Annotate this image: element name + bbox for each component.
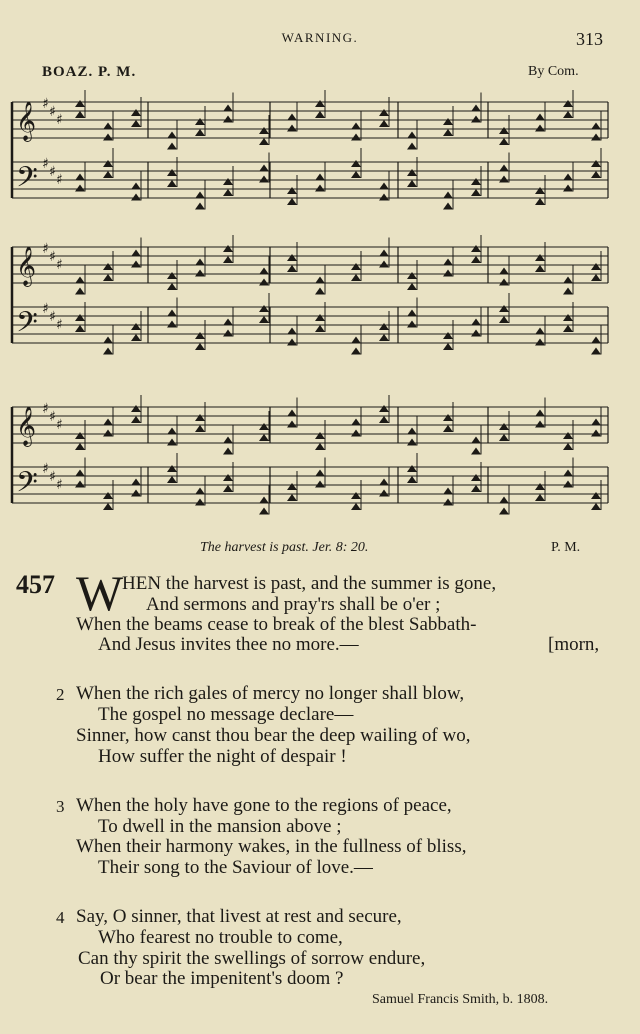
note bbox=[167, 283, 177, 290]
note bbox=[259, 165, 269, 172]
note bbox=[223, 245, 233, 252]
note bbox=[379, 490, 389, 497]
sharp-icon: ♯ bbox=[56, 417, 63, 433]
verse-line: Sinner, how canst thou bear the deep wailing of wo, bbox=[76, 725, 471, 746]
sharp-icon: ♯ bbox=[49, 164, 56, 180]
note bbox=[499, 127, 509, 134]
hymn-number: 457 bbox=[16, 570, 55, 599]
note bbox=[195, 259, 205, 266]
note bbox=[407, 132, 417, 139]
verse-line: Say, O sinner, that livest at rest and secure, bbox=[76, 906, 402, 927]
note bbox=[535, 114, 545, 121]
note bbox=[471, 256, 481, 263]
note bbox=[259, 127, 269, 134]
note bbox=[591, 419, 601, 426]
note bbox=[443, 192, 453, 199]
tune-name: BOAZ. P. M. bbox=[42, 64, 137, 80]
note bbox=[563, 100, 573, 107]
note bbox=[223, 256, 233, 263]
note bbox=[167, 143, 177, 150]
sharp-icon: ♯ bbox=[56, 172, 63, 188]
note bbox=[351, 274, 361, 281]
note bbox=[287, 254, 297, 261]
note bbox=[167, 272, 177, 279]
note bbox=[75, 100, 85, 107]
note bbox=[379, 183, 389, 190]
note bbox=[535, 339, 545, 346]
note bbox=[591, 171, 601, 178]
note bbox=[535, 254, 545, 261]
note bbox=[131, 250, 141, 257]
note bbox=[591, 134, 601, 141]
note bbox=[499, 316, 509, 323]
note bbox=[563, 185, 573, 192]
note bbox=[351, 503, 361, 510]
verse-line: When their harmony wakes, in the fullness of bliss, bbox=[76, 836, 467, 857]
treble-clef-icon: 𝄞 bbox=[16, 246, 37, 286]
note bbox=[591, 492, 601, 499]
note bbox=[443, 203, 453, 210]
note bbox=[287, 114, 297, 121]
note bbox=[471, 178, 481, 185]
note bbox=[471, 437, 481, 444]
note bbox=[103, 160, 113, 167]
note bbox=[103, 503, 113, 510]
note bbox=[167, 310, 177, 317]
note bbox=[75, 314, 85, 321]
note bbox=[563, 470, 573, 477]
note bbox=[351, 419, 361, 426]
note bbox=[103, 492, 113, 499]
note bbox=[379, 109, 389, 116]
note bbox=[379, 416, 389, 423]
note bbox=[443, 332, 453, 339]
treble-clef-icon: 𝄞 bbox=[16, 101, 37, 141]
note bbox=[223, 448, 233, 455]
note bbox=[563, 111, 573, 118]
note bbox=[499, 305, 509, 312]
drop-cap: W bbox=[76, 565, 124, 621]
sharp-icon: ♯ bbox=[49, 249, 56, 265]
note bbox=[195, 118, 205, 125]
running-title: WARNING. bbox=[281, 30, 359, 45]
note bbox=[407, 439, 417, 446]
note bbox=[75, 470, 85, 477]
note bbox=[75, 481, 85, 488]
note bbox=[471, 116, 481, 123]
note bbox=[315, 174, 325, 181]
note bbox=[259, 176, 269, 183]
note bbox=[443, 425, 453, 432]
note bbox=[499, 279, 509, 286]
note bbox=[287, 265, 297, 272]
note bbox=[103, 419, 113, 426]
note bbox=[351, 430, 361, 437]
note bbox=[315, 481, 325, 488]
note bbox=[591, 430, 601, 437]
note bbox=[103, 348, 113, 355]
verse-line: To dwell in the mansion above ; bbox=[98, 816, 342, 837]
note bbox=[443, 343, 453, 350]
note bbox=[499, 268, 509, 275]
note bbox=[563, 314, 573, 321]
note bbox=[223, 474, 233, 481]
sharp-icon: ♯ bbox=[42, 96, 49, 112]
verse-line: [morn, bbox=[548, 634, 600, 655]
note bbox=[223, 319, 233, 326]
note bbox=[351, 134, 361, 141]
note bbox=[471, 319, 481, 326]
note bbox=[195, 499, 205, 506]
sharp-icon: ♯ bbox=[49, 409, 56, 425]
note bbox=[315, 100, 325, 107]
note bbox=[315, 314, 325, 321]
author-credit: Samuel Francis Smith, b. 1808. bbox=[372, 992, 549, 1007]
verse-number: 4 bbox=[56, 908, 65, 927]
note bbox=[259, 268, 269, 275]
note bbox=[407, 169, 417, 176]
note bbox=[131, 490, 141, 497]
note bbox=[471, 245, 481, 252]
note bbox=[195, 203, 205, 210]
note bbox=[563, 277, 573, 284]
note bbox=[591, 337, 601, 344]
note bbox=[131, 323, 141, 330]
page-number: 313 bbox=[576, 29, 603, 49]
note bbox=[259, 305, 269, 312]
verse-line: When the rich gales of mercy no longer shall blow, bbox=[76, 683, 465, 704]
note bbox=[443, 414, 453, 421]
sharp-icon: ♯ bbox=[42, 301, 49, 317]
note bbox=[195, 425, 205, 432]
verse-line: And sermons and pray'rs shall be o'er ; bbox=[146, 594, 441, 615]
note bbox=[287, 339, 297, 346]
note bbox=[103, 171, 113, 178]
sharp-icon: ♯ bbox=[56, 317, 63, 333]
note bbox=[535, 198, 545, 205]
note bbox=[259, 434, 269, 441]
note bbox=[591, 348, 601, 355]
note bbox=[131, 183, 141, 190]
note bbox=[351, 171, 361, 178]
note bbox=[471, 330, 481, 337]
note bbox=[591, 274, 601, 281]
note bbox=[563, 432, 573, 439]
note bbox=[379, 261, 389, 268]
sharp-icon: ♯ bbox=[42, 241, 49, 257]
note bbox=[259, 138, 269, 145]
note bbox=[407, 283, 417, 290]
note bbox=[535, 125, 545, 132]
note bbox=[167, 428, 177, 435]
scripture-reference: The harvest is past. Jer. 8: 20. bbox=[200, 540, 369, 555]
note bbox=[535, 187, 545, 194]
note bbox=[407, 321, 417, 328]
verse-line: When the beams cease to break of the blest Sabbath- bbox=[76, 614, 477, 635]
note bbox=[195, 332, 205, 339]
note bbox=[563, 174, 573, 181]
note bbox=[443, 129, 453, 136]
verse-line: Their song to the Saviour of love.— bbox=[98, 857, 373, 878]
sharp-icon: ♯ bbox=[42, 461, 49, 477]
meter: P. M. bbox=[551, 540, 581, 555]
note bbox=[75, 288, 85, 295]
sharp-icon: ♯ bbox=[49, 469, 56, 485]
note bbox=[351, 263, 361, 270]
note bbox=[223, 485, 233, 492]
sharp-icon: ♯ bbox=[49, 104, 56, 120]
composer: By Com. bbox=[528, 64, 579, 79]
note bbox=[287, 328, 297, 335]
note bbox=[287, 483, 297, 490]
note bbox=[167, 439, 177, 446]
note bbox=[223, 116, 233, 123]
note bbox=[563, 443, 573, 450]
note bbox=[407, 476, 417, 483]
note bbox=[315, 432, 325, 439]
note bbox=[351, 337, 361, 344]
music-system-2 bbox=[8, 235, 616, 365]
note bbox=[131, 109, 141, 116]
note bbox=[259, 508, 269, 515]
note bbox=[563, 325, 573, 332]
note bbox=[535, 421, 545, 428]
verse-line: And Jesus invites thee no more.— bbox=[98, 634, 359, 655]
note bbox=[315, 443, 325, 450]
note bbox=[167, 180, 177, 187]
note bbox=[131, 416, 141, 423]
sharp-icon: ♯ bbox=[42, 401, 49, 417]
note bbox=[75, 185, 85, 192]
verse-number: 2 bbox=[56, 685, 65, 704]
note bbox=[103, 134, 113, 141]
note bbox=[75, 111, 85, 118]
note bbox=[315, 288, 325, 295]
note bbox=[167, 321, 177, 328]
note bbox=[407, 180, 417, 187]
note bbox=[167, 132, 177, 139]
note bbox=[75, 174, 85, 181]
note bbox=[471, 485, 481, 492]
music-system-3 bbox=[8, 395, 616, 525]
note bbox=[315, 277, 325, 284]
note bbox=[535, 410, 545, 417]
note bbox=[75, 443, 85, 450]
note bbox=[407, 465, 417, 472]
note bbox=[195, 270, 205, 277]
sharp-icon: ♯ bbox=[56, 257, 63, 273]
note bbox=[223, 189, 233, 196]
note bbox=[379, 334, 389, 341]
note bbox=[287, 494, 297, 501]
note bbox=[315, 470, 325, 477]
note bbox=[499, 497, 509, 504]
note bbox=[223, 330, 233, 337]
note bbox=[167, 169, 177, 176]
note bbox=[259, 423, 269, 430]
note bbox=[379, 479, 389, 486]
note bbox=[195, 129, 205, 136]
verse-line: Or bear the impenitent's doom ? bbox=[100, 968, 344, 989]
note bbox=[75, 277, 85, 284]
note bbox=[103, 430, 113, 437]
note bbox=[499, 138, 509, 145]
note bbox=[131, 334, 141, 341]
note bbox=[131, 261, 141, 268]
note bbox=[535, 483, 545, 490]
note bbox=[223, 178, 233, 185]
note bbox=[499, 508, 509, 515]
note bbox=[471, 105, 481, 112]
music-system-1 bbox=[8, 90, 616, 220]
sharp-icon: ♯ bbox=[49, 309, 56, 325]
note bbox=[535, 265, 545, 272]
note bbox=[591, 263, 601, 270]
note bbox=[535, 494, 545, 501]
note bbox=[259, 279, 269, 286]
note bbox=[195, 414, 205, 421]
note bbox=[351, 492, 361, 499]
note bbox=[351, 160, 361, 167]
verse-line: Can thy spirit the swellings of sorrow endure, bbox=[78, 948, 426, 969]
note bbox=[499, 176, 509, 183]
note bbox=[563, 481, 573, 488]
note bbox=[287, 187, 297, 194]
note bbox=[499, 423, 509, 430]
note bbox=[379, 250, 389, 257]
verse-line: How suffer the night of despair ! bbox=[98, 746, 347, 767]
note bbox=[315, 185, 325, 192]
note bbox=[167, 476, 177, 483]
sharp-icon: ♯ bbox=[56, 112, 63, 128]
note bbox=[167, 465, 177, 472]
verse-line: The gospel no message declare— bbox=[98, 704, 354, 725]
treble-clef-icon: 𝄞 bbox=[16, 406, 37, 446]
note bbox=[223, 437, 233, 444]
clef-icon: 𝄢 bbox=[16, 466, 38, 506]
note bbox=[535, 328, 545, 335]
note bbox=[379, 323, 389, 330]
note bbox=[443, 118, 453, 125]
note bbox=[287, 410, 297, 417]
note bbox=[259, 497, 269, 504]
note bbox=[443, 488, 453, 495]
note bbox=[259, 316, 269, 323]
note bbox=[315, 325, 325, 332]
note bbox=[379, 120, 389, 127]
note bbox=[287, 125, 297, 132]
note bbox=[443, 259, 453, 266]
verse-line: Who fearest no trouble to come, bbox=[98, 927, 343, 948]
note bbox=[443, 270, 453, 277]
note bbox=[103, 123, 113, 130]
note bbox=[351, 123, 361, 130]
note bbox=[407, 143, 417, 150]
note bbox=[407, 272, 417, 279]
note bbox=[103, 274, 113, 281]
note bbox=[131, 405, 141, 412]
note bbox=[103, 263, 113, 270]
clef-icon: 𝄢 bbox=[16, 306, 38, 346]
verse-line: HEN the harvest is past, and the summer is gone, bbox=[122, 573, 497, 594]
note bbox=[499, 434, 509, 441]
note bbox=[471, 189, 481, 196]
note bbox=[407, 310, 417, 317]
note bbox=[287, 198, 297, 205]
note bbox=[471, 448, 481, 455]
note bbox=[315, 111, 325, 118]
note bbox=[131, 120, 141, 127]
note bbox=[75, 432, 85, 439]
note bbox=[287, 421, 297, 428]
note bbox=[379, 405, 389, 412]
note bbox=[195, 343, 205, 350]
sharp-icon: ♯ bbox=[42, 156, 49, 172]
note bbox=[591, 503, 601, 510]
note bbox=[75, 325, 85, 332]
note bbox=[103, 337, 113, 344]
note bbox=[591, 123, 601, 130]
note bbox=[195, 488, 205, 495]
note bbox=[443, 499, 453, 506]
note bbox=[407, 428, 417, 435]
note bbox=[131, 194, 141, 201]
verse-number: 3 bbox=[56, 797, 65, 816]
note bbox=[471, 474, 481, 481]
sharp-icon: ♯ bbox=[56, 477, 63, 493]
note bbox=[195, 192, 205, 199]
note bbox=[591, 160, 601, 167]
note bbox=[499, 165, 509, 172]
note bbox=[223, 105, 233, 112]
note bbox=[131, 479, 141, 486]
clef-icon: 𝄢 bbox=[16, 161, 38, 201]
note bbox=[563, 288, 573, 295]
note bbox=[379, 194, 389, 201]
verse-line: When the holy have gone to the regions of peace, bbox=[76, 795, 452, 816]
note bbox=[351, 348, 361, 355]
